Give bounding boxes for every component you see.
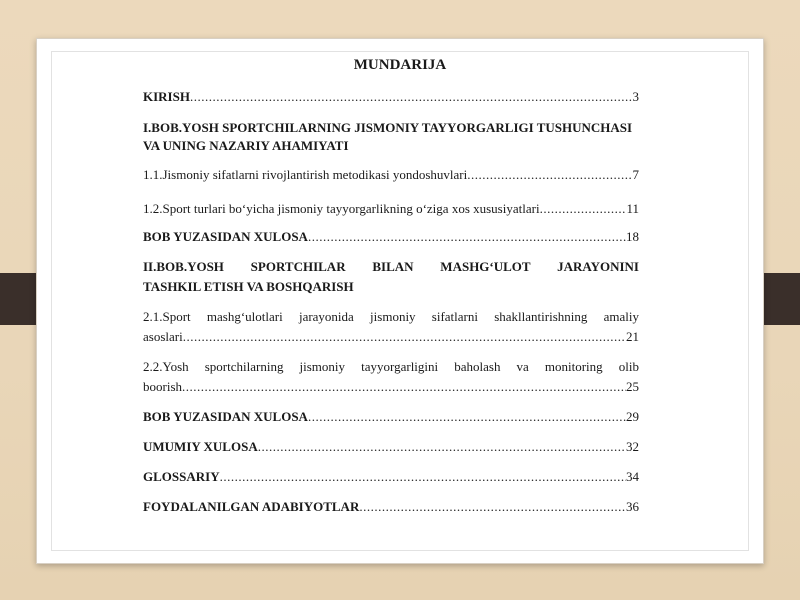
page-number: 25 xyxy=(626,379,639,394)
toc-entry-2-2[interactable]: 2.2.Yosh sportchilarning jismoniy tayyorgarligini baholash va monitoring olib boorish ..... 25 xyxy=(143,357,639,397)
right-edge-tab xyxy=(762,273,800,325)
page-number: 32 xyxy=(626,439,639,454)
leader-dots xyxy=(258,437,626,457)
page-number: 34 xyxy=(626,469,639,484)
leader-dots xyxy=(467,165,632,185)
page-title: MUNDARIJA xyxy=(353,57,447,73)
toc-entry-adabiyotlar[interactable]: FOYDALANILGAN ADABIYOTLAR ..... 36 xyxy=(143,497,639,517)
toc-entry-kirish[interactable]: KIRISH ..... 3 xyxy=(143,87,639,107)
toc-chapter-1-heading[interactable]: I.BOB.YOSH SPORTCHILARNING JISMONIY TAYYORGARLIGI TUSHUNCHASI VA UNING NAZARIY AHAMIYATI xyxy=(143,120,633,153)
leader-dots xyxy=(308,227,626,247)
page-number: 11 xyxy=(626,201,639,216)
toc-entry-bob-xulosa-1[interactable]: BOB YUZASIDAN XULOSA ..... 18 xyxy=(143,227,639,247)
page-number: 21 xyxy=(626,329,639,344)
page-number: 3 xyxy=(632,89,639,104)
page-number: 36 xyxy=(626,499,639,514)
page-number: 29 xyxy=(626,409,639,424)
left-edge-tab xyxy=(0,273,38,325)
toc-entry-1-1[interactable]: 1.1.Jismoniy sifatlarni rivojlantirish metodikasi yondoshuvlari ..... 7 xyxy=(143,165,639,185)
leader-dots xyxy=(183,327,626,347)
leader-dots xyxy=(190,87,633,107)
leader-dots xyxy=(359,497,626,517)
toc-chapter-2-heading[interactable]: II.BOB.YOSH SPORTCHILAR BILAN MASHG‘ULOT JARAYONINI TASHKIL ETISH VA BOSHQARISH xyxy=(143,259,639,294)
leader-dots xyxy=(182,377,626,397)
leader-dots xyxy=(220,467,626,487)
toc-entry-2-1[interactable]: 2.1.Sport mashg‘ulotlari jarayonida jismoniy sifatlarni shakllantirishning amaliy asoslari ..... 21 xyxy=(143,307,639,347)
document-page xyxy=(36,38,764,564)
leader-dots xyxy=(540,199,627,219)
toc-entry-glossariy[interactable]: GLOSSARIY ..... 34 xyxy=(143,467,639,487)
page-number: 18 xyxy=(626,229,639,244)
page-number: 7 xyxy=(632,167,639,182)
toc-entry-umumiy-xulosa[interactable]: UMUMIY XULOSA ..... 32 xyxy=(143,437,639,457)
toc-entry-1-2[interactable]: 1.2.Sport turlari bo‘yicha jismoniy tayyorgarlikning o‘ziga xos xususiyatlari ..... 11 xyxy=(143,199,639,219)
toc-entry-bob-xulosa-2[interactable]: BOB YUZASIDAN XULOSA ..... 29 xyxy=(143,407,639,427)
leader-dots xyxy=(308,407,626,427)
